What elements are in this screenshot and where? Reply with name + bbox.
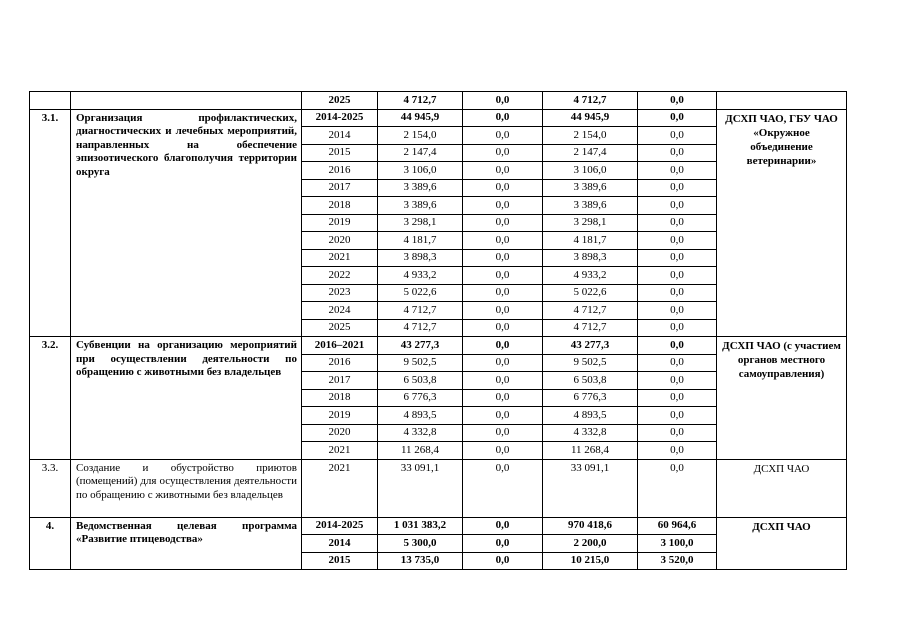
federal-cell: 0,0 [463, 232, 543, 250]
federal-cell: 0,0 [463, 127, 543, 145]
table-body [30, 92, 847, 570]
year-cell: 2020 [302, 424, 378, 442]
other-cell: 0,0 [638, 372, 717, 390]
year-cell: 2022 [302, 267, 378, 285]
year-cell: 2016–2021 [302, 337, 378, 355]
okrug-cell: 3 106,0 [543, 162, 638, 180]
total-cell: 11 268,4 [378, 442, 463, 460]
okrug-cell: 4 712,7 [543, 92, 638, 110]
table-row [30, 517, 847, 535]
total-cell: 6 503,8 [378, 372, 463, 390]
row-number: 3.1. [30, 109, 71, 337]
total-cell: 3 298,1 [378, 214, 463, 232]
year-cell: 2021 [302, 459, 378, 517]
table-row [30, 459, 847, 517]
federal-cell: 0,0 [463, 267, 543, 285]
okrug-cell: 3 298,1 [543, 214, 638, 232]
federal-cell: 0,0 [463, 372, 543, 390]
total-cell: 4 712,7 [378, 92, 463, 110]
total-cell: 3 389,6 [378, 179, 463, 197]
executor-cell: ДСХП ЧАО [717, 459, 847, 517]
other-cell: 0,0 [638, 214, 717, 232]
other-cell: 0,0 [638, 162, 717, 180]
year-cell: 2014 [302, 535, 378, 553]
budget-table [29, 91, 847, 570]
federal-cell: 0,0 [463, 109, 543, 127]
other-cell: 0,0 [638, 459, 717, 517]
other-cell: 0,0 [638, 407, 717, 425]
year-cell: 2014 [302, 127, 378, 145]
total-cell: 4 712,7 [378, 319, 463, 337]
other-cell: 0,0 [638, 109, 717, 127]
other-cell: 0,0 [638, 92, 717, 110]
row-number: 3.3. [30, 459, 71, 517]
year-cell: 2018 [302, 197, 378, 215]
okrug-cell: 9 502,5 [543, 354, 638, 372]
federal-cell: 0,0 [463, 407, 543, 425]
year-cell: 2023 [302, 284, 378, 302]
okrug-cell: 43 277,3 [543, 337, 638, 355]
year-cell: 2025 [302, 92, 378, 110]
total-cell: 3 106,0 [378, 162, 463, 180]
total-cell: 13 735,0 [378, 552, 463, 570]
other-cell: 60 964,6 [638, 517, 717, 535]
federal-cell: 0,0 [463, 92, 543, 110]
other-cell: 0,0 [638, 319, 717, 337]
year-cell: 2016 [302, 354, 378, 372]
total-cell: 33 091,1 [378, 459, 463, 517]
row-name: Создание и обустройство приютов (помещений) для осуществления деятельности по обращению с животными без владельцев [71, 459, 302, 517]
executor-cell: ДСХП ЧАО, ГБУ ЧАО «Окружное объединение ветеринарии» [717, 109, 847, 337]
federal-cell: 0,0 [463, 337, 543, 355]
total-cell: 4 893,5 [378, 407, 463, 425]
okrug-cell: 5 022,6 [543, 284, 638, 302]
total-cell: 4 181,7 [378, 232, 463, 250]
okrug-cell: 6 503,8 [543, 372, 638, 390]
table-row [30, 92, 847, 110]
other-cell: 0,0 [638, 249, 717, 267]
year-cell: 2019 [302, 214, 378, 232]
year-cell: 2014-2025 [302, 109, 378, 127]
year-cell: 2017 [302, 179, 378, 197]
row-name: Субвенции на организацию мероприятий при осуществлении деятельности по обращению с животными без владельцев [71, 337, 302, 460]
row-number: 3.2. [30, 337, 71, 460]
okrug-cell: 4 332,8 [543, 424, 638, 442]
other-cell: 0,0 [638, 232, 717, 250]
federal-cell: 0,0 [463, 284, 543, 302]
federal-cell: 0,0 [463, 144, 543, 162]
okrug-cell: 44 945,9 [543, 109, 638, 127]
total-cell: 4 712,7 [378, 302, 463, 320]
year-cell: 2015 [302, 552, 378, 570]
other-cell: 0,0 [638, 424, 717, 442]
total-cell: 5 300,0 [378, 535, 463, 553]
other-cell: 0,0 [638, 337, 717, 355]
okrug-cell: 3 898,3 [543, 249, 638, 267]
year-cell: 2018 [302, 389, 378, 407]
federal-cell: 0,0 [463, 249, 543, 267]
total-cell: 2 147,4 [378, 144, 463, 162]
other-cell: 0,0 [638, 389, 717, 407]
federal-cell: 0,0 [463, 424, 543, 442]
executor-cell: ДСХП ЧАО [717, 517, 847, 570]
federal-cell: 0,0 [463, 319, 543, 337]
other-cell: 0,0 [638, 284, 717, 302]
other-cell: 3 100,0 [638, 535, 717, 553]
other-cell: 0,0 [638, 197, 717, 215]
year-cell: 2020 [302, 232, 378, 250]
total-cell: 9 502,5 [378, 354, 463, 372]
total-cell: 5 022,6 [378, 284, 463, 302]
federal-cell: 0,0 [463, 302, 543, 320]
row-name [71, 92, 302, 110]
okrug-cell: 4 712,7 [543, 302, 638, 320]
other-cell: 0,0 [638, 267, 717, 285]
okrug-cell: 3 389,6 [543, 179, 638, 197]
total-cell: 44 945,9 [378, 109, 463, 127]
year-cell: 2014-2025 [302, 517, 378, 535]
okrug-cell: 10 215,0 [543, 552, 638, 570]
total-cell: 43 277,3 [378, 337, 463, 355]
table-row [30, 109, 847, 127]
other-cell: 0,0 [638, 127, 717, 145]
total-cell: 4 933,2 [378, 267, 463, 285]
federal-cell: 0,0 [463, 197, 543, 215]
row-name: Организация профилактических, диагностических и лечебных мероприятий, направленных на обеспечение эпизоотического благополучия территории округа [71, 109, 302, 337]
federal-cell: 0,0 [463, 517, 543, 535]
table-row [30, 337, 847, 355]
other-cell: 0,0 [638, 354, 717, 372]
other-cell: 0,0 [638, 179, 717, 197]
other-cell: 0,0 [638, 302, 717, 320]
row-number: 4. [30, 517, 71, 570]
total-cell: 4 332,8 [378, 424, 463, 442]
okrug-cell: 970 418,6 [543, 517, 638, 535]
federal-cell: 0,0 [463, 179, 543, 197]
year-cell: 2021 [302, 249, 378, 267]
executor-cell [717, 92, 847, 110]
federal-cell: 0,0 [463, 459, 543, 517]
federal-cell: 0,0 [463, 214, 543, 232]
okrug-cell: 11 268,4 [543, 442, 638, 460]
year-cell: 2016 [302, 162, 378, 180]
other-cell: 0,0 [638, 144, 717, 162]
federal-cell: 0,0 [463, 162, 543, 180]
year-cell: 2021 [302, 442, 378, 460]
okrug-cell: 2 154,0 [543, 127, 638, 145]
okrug-cell: 2 147,4 [543, 144, 638, 162]
year-cell: 2025 [302, 319, 378, 337]
federal-cell: 0,0 [463, 535, 543, 553]
total-cell: 3 898,3 [378, 249, 463, 267]
federal-cell: 0,0 [463, 354, 543, 372]
total-cell: 6 776,3 [378, 389, 463, 407]
year-cell: 2019 [302, 407, 378, 425]
okrug-cell: 4 712,7 [543, 319, 638, 337]
total-cell: 1 031 383,2 [378, 517, 463, 535]
row-number [30, 92, 71, 110]
federal-cell: 0,0 [463, 389, 543, 407]
row-name: Ведомственная целевая программа «Развитие птицеводства» [71, 517, 302, 570]
okrug-cell: 6 776,3 [543, 389, 638, 407]
okrug-cell: 4 893,5 [543, 407, 638, 425]
year-cell: 2015 [302, 144, 378, 162]
okrug-cell: 4 181,7 [543, 232, 638, 250]
federal-cell: 0,0 [463, 552, 543, 570]
other-cell: 3 520,0 [638, 552, 717, 570]
executor-cell: ДСХП ЧАО (с участием органов местного самоуправления) [717, 337, 847, 460]
federal-cell: 0,0 [463, 442, 543, 460]
okrug-cell: 3 389,6 [543, 197, 638, 215]
total-cell: 2 154,0 [378, 127, 463, 145]
okrug-cell: 4 933,2 [543, 267, 638, 285]
okrug-cell: 2 200,0 [543, 535, 638, 553]
year-cell: 2017 [302, 372, 378, 390]
total-cell: 3 389,6 [378, 197, 463, 215]
year-cell: 2024 [302, 302, 378, 320]
other-cell: 0,0 [638, 442, 717, 460]
okrug-cell: 33 091,1 [543, 459, 638, 517]
